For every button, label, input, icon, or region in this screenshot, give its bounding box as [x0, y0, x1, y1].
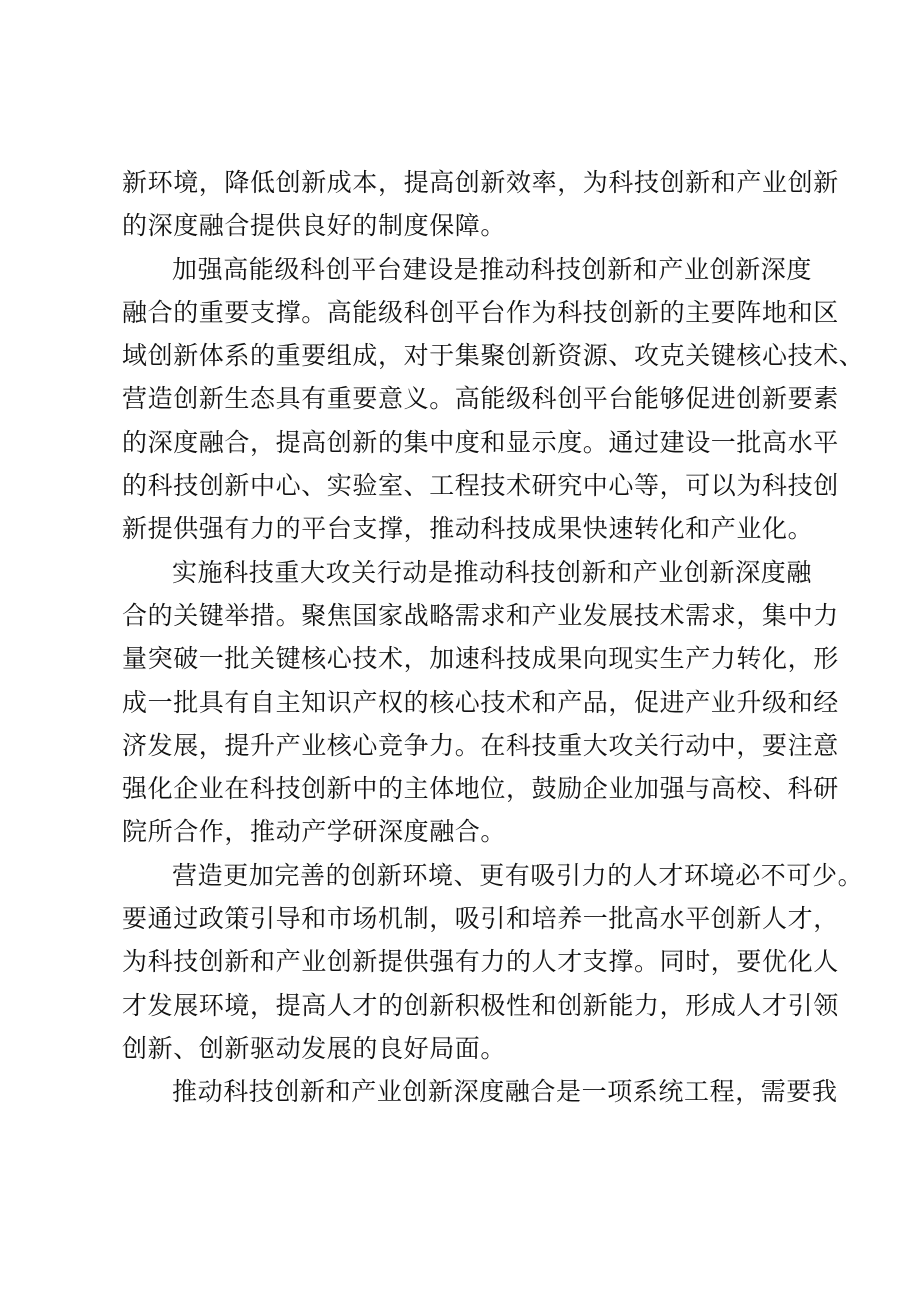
text-line: 新提供强有力的平台支撑，推动科技成果快速转化和产业化。 — [122, 514, 814, 544]
text-line: 融合的重要支撑。高能级科创平台作为科技创新的主要阵地和区 — [122, 297, 839, 327]
text-line: 的深度融合，提高创新的集中度和显示度。通过建设一批高水平 — [122, 427, 839, 457]
paragraph — [122, 854, 864, 1070]
paragraph — [122, 551, 839, 854]
text-line: 新环境，降低创新成本，提高创新效率，为科技创新和产业创新 — [122, 168, 839, 197]
text-line: 营造更加完善的创新环境、更有吸引力的人才环境必不可少。 — [172, 860, 864, 890]
text-line: 为科技创新和产业创新提供强有力的人才支撑。同时，要优化人 — [122, 947, 839, 977]
text-line: 院所合作，推动产学研深度融合。 — [122, 817, 507, 847]
text-line: 创新、创新驱动发展的良好局面。 — [122, 1033, 507, 1063]
text-line: 营造创新生态具有重要意义。高能级科创平台能够促进创新要素 — [122, 384, 839, 414]
text-line: 才发展环境，提高人才的创新积极性和创新能力，形成人才引领 — [122, 990, 839, 1020]
paragraph — [122, 1070, 838, 1113]
text-line: 实施科技重大攻关行动是推动科技创新和产业创新深度融 — [172, 557, 813, 587]
text-line: 量突破一批关键核心技术，加速科技成果向现实生产力转化，形 — [122, 644, 839, 674]
text-line: 的科技创新中心、实验室、工程技术研究中心等，可以为科技创 — [122, 471, 839, 501]
text-line: 合的关键举措。聚焦国家战略需求和产业发展技术需求，集中力 — [122, 600, 839, 630]
text-line: 成一批具有自主知识产权的核心技术和产品，促进产业升级和经 — [122, 687, 839, 717]
text-line: 济发展，提升产业核心竞争力。在科技重大攻关行动中，要注意 — [122, 730, 839, 760]
text-line: 强化企业在科技创新中的主体地位，鼓励企业加强与高校、科研 — [122, 774, 839, 804]
text-line: 加强高能级科创平台建设是推动科技创新和产业创新深度 — [172, 254, 813, 284]
text-line: 要通过政策引导和市场机制，吸引和培养一批高水平创新人才， — [122, 904, 839, 934]
text-line: 的深度融合提供良好的制度保障。 — [122, 211, 507, 241]
body-text — [122, 161, 865, 1114]
text-line: 推动科技创新和产业创新深度融合是一项系统工程，需要我 — [172, 1077, 838, 1107]
text-line: 域创新体系的重要组成，对于集聚创新资源、攻克关键核心技术、 — [122, 341, 865, 371]
paragraph — [122, 161, 839, 248]
paragraph — [122, 248, 865, 551]
